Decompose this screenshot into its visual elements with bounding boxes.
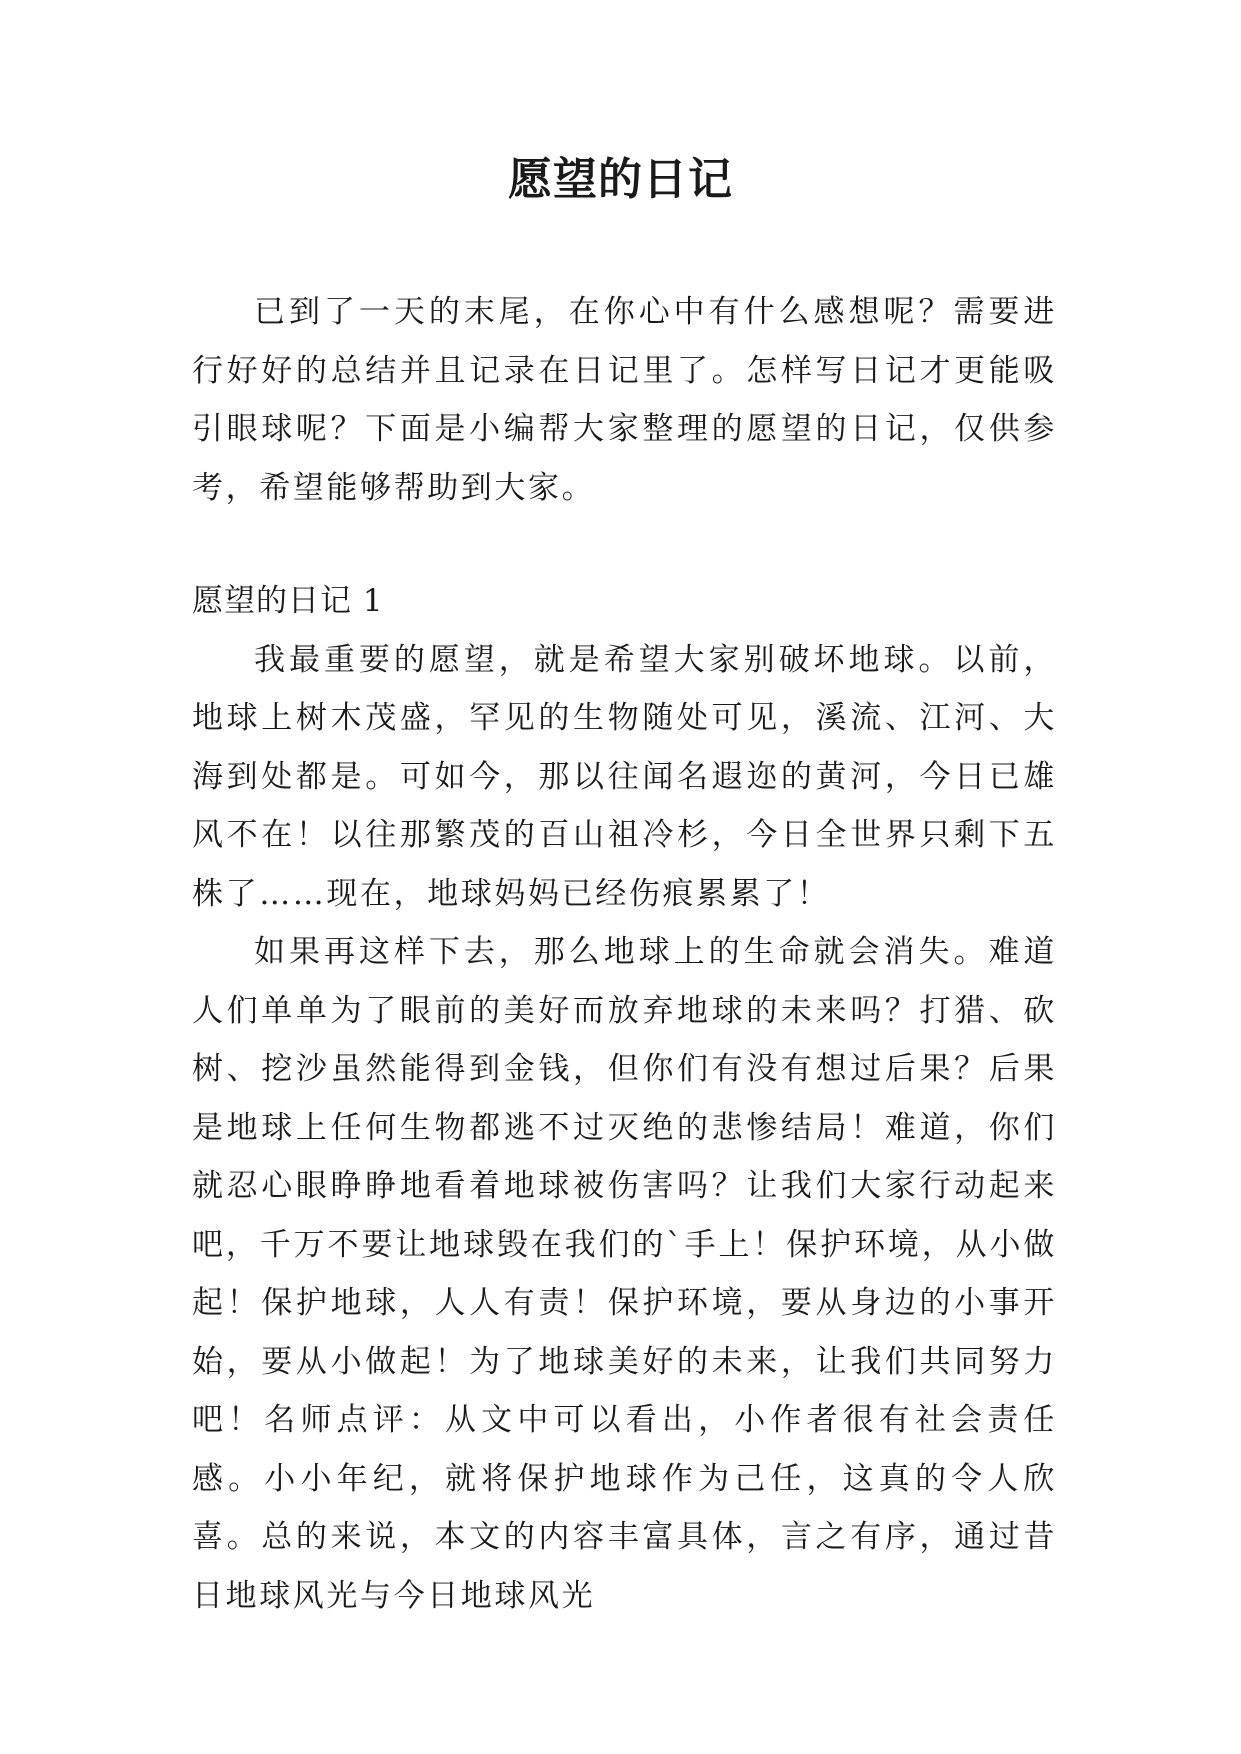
document-title: 愿望的日记: [508, 154, 733, 205]
section-heading: 愿望的日记 1: [192, 583, 384, 619]
intro-paragraph: 已到了一天的末尾，在你心中有什么感想呢？需要进行好好的总结并且记录在日记里了。怎样写日记才更能吸引眼球呢？下面是小编帮大家整理的愿望的日记，仅供参考，希望能够帮助到大家。: [192, 294, 1057, 506]
section-paragraph-1: 我最重要的愿望，就是希望大家别破坏地球。以前，地球上树木茂盛，罕见的生物随处可见，溪流、江河、大海到处都是。可如今，那以往闻名遐迩的黄河，今日已雄风不在！以往那繁茂的百山祖冷杉，今日全世界只剩下五株了……现在，地球妈妈已经伤痕累累了！: [192, 641, 1057, 912]
section-paragraph-2: 如果再这样下去，那么地球上的生命就会消失。难道人们单单为了眼前的美好而放弃地球的未来吗？打猎、砍树、挖沙虽然能得到金钱，但你们有没有想过后果？后果是地球上任何生物都逃不过灭绝的悲惨结局！难道，你们就忍心眼睁睁地看着地球被伤害吗？让我们大家行动起来吧，千万不要让地球毁在我们的`手上！保护环境，从小做起！保护地球，人人有责！保护环境，要从身边的小事开始，要从小做起！为了地球美好的未来，让我们共同努力吧！名师点评：从文中可以看出，小作者很有社会责任感。小小年纪，就将保护地球作为己任，这真的令人欣喜。总的来说，本文的内容丰富具体，言之有序，通过昔日地球风光与今日地球风光: [192, 934, 1057, 1614]
document-body: [192, 283, 1057, 1625]
diary-section-1: [192, 572, 1057, 1625]
